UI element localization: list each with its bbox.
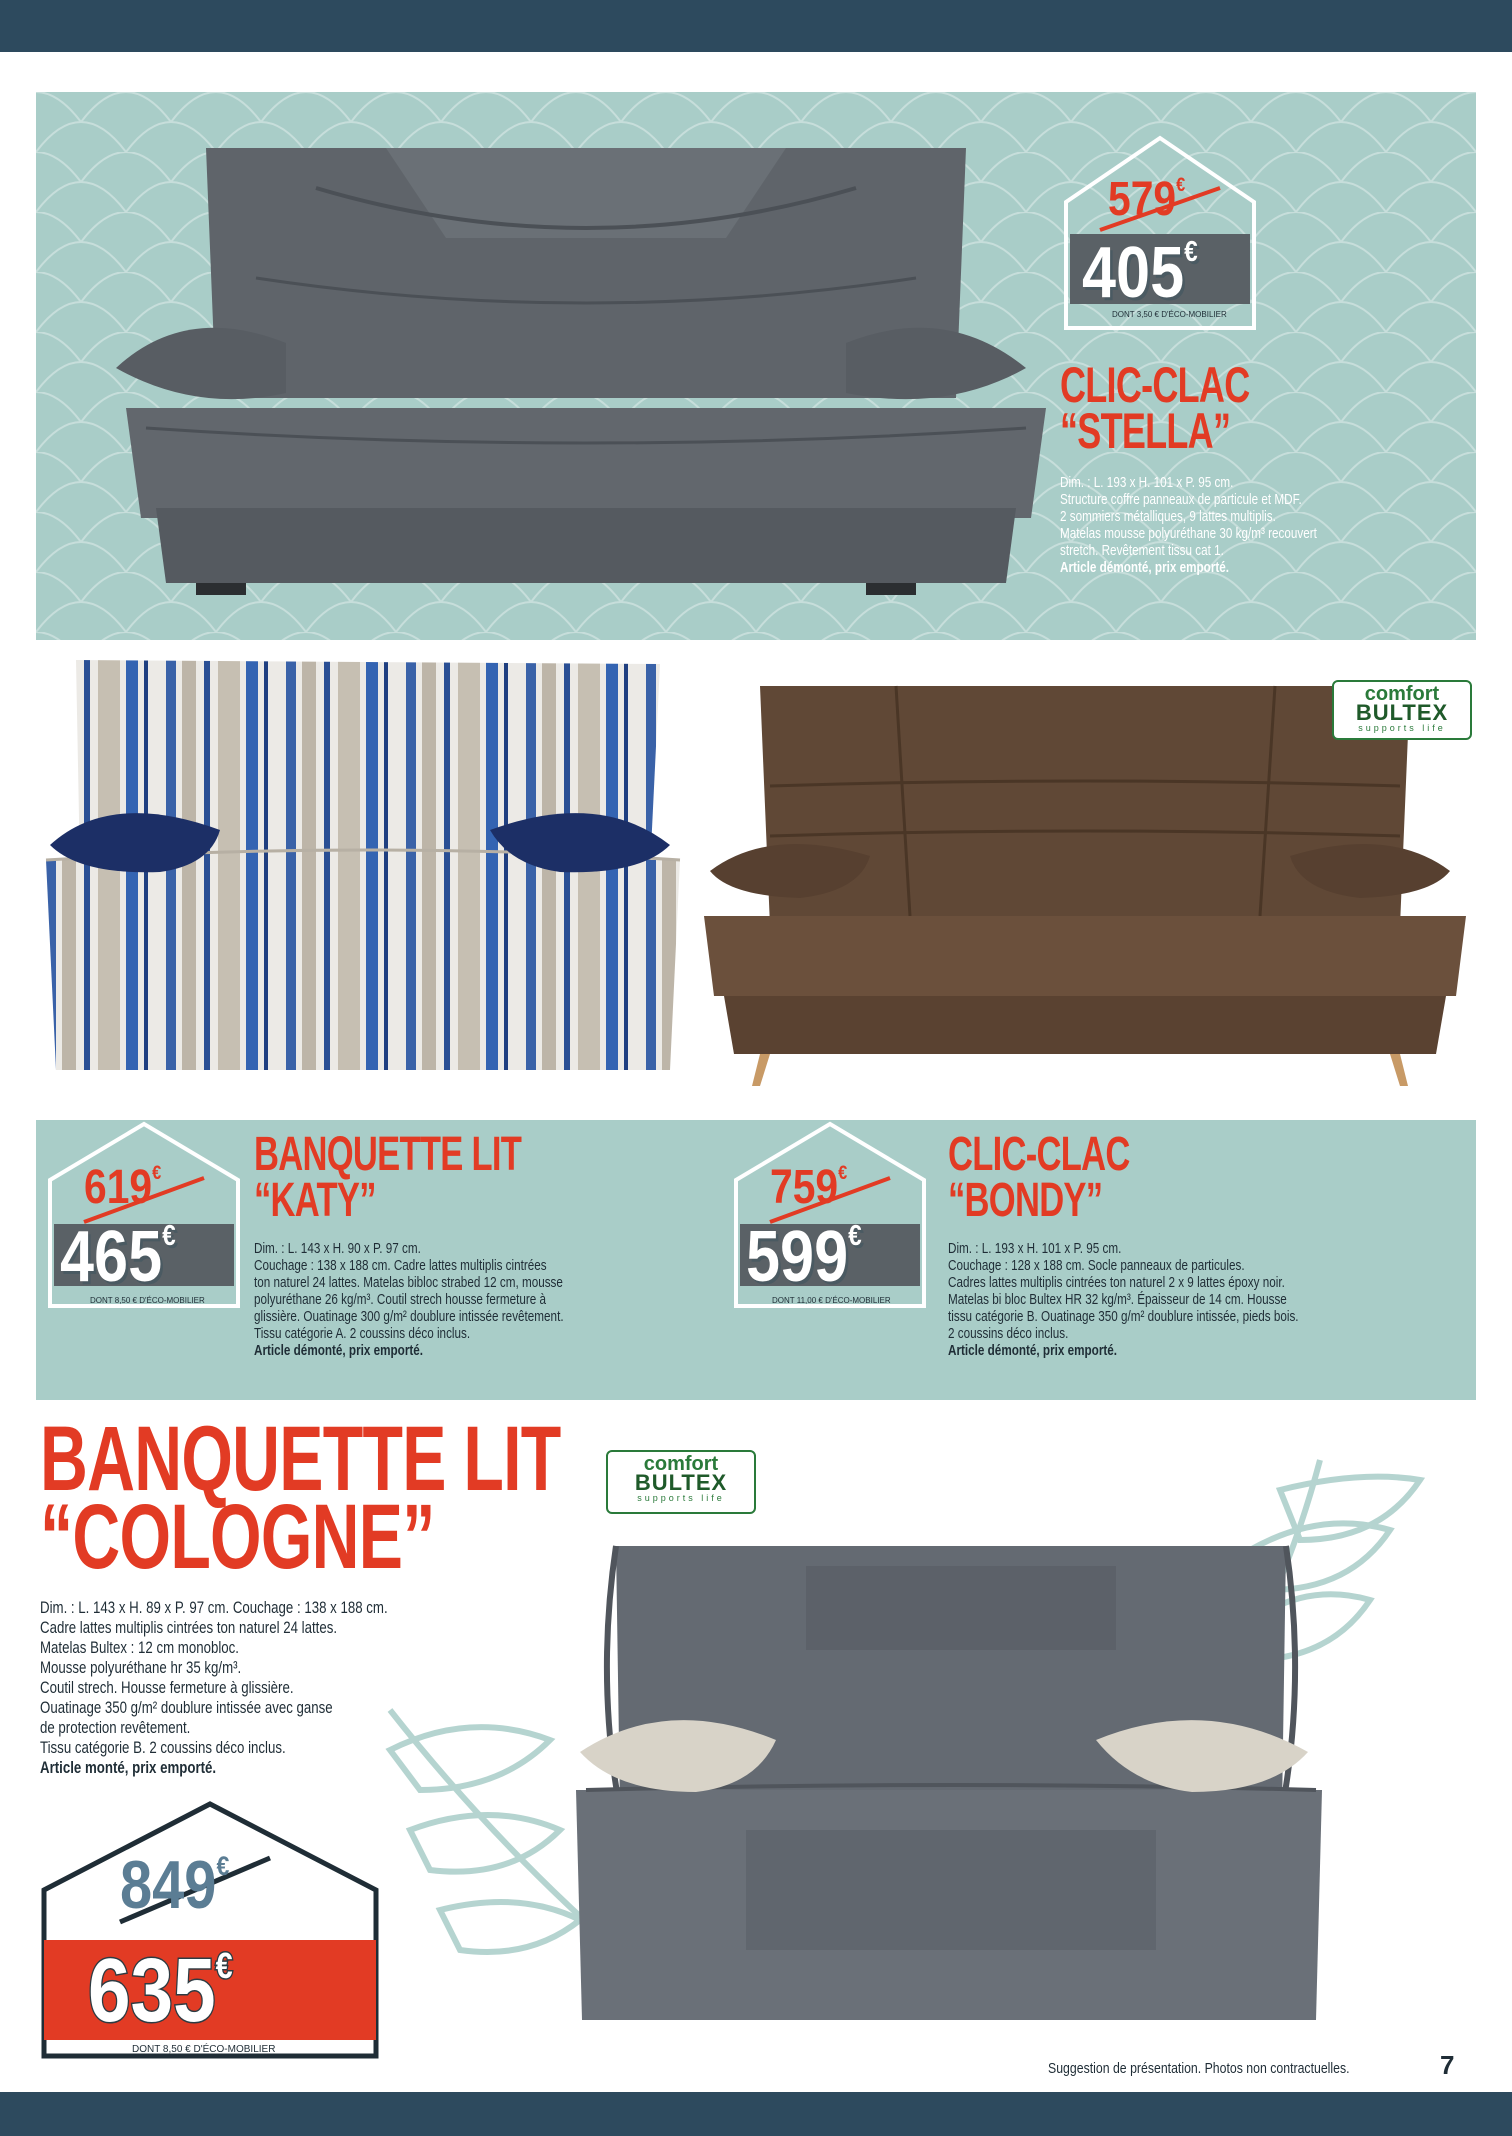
page-number: 7 bbox=[1440, 2050, 1455, 2080]
bondy-new-price: 599€ bbox=[746, 1217, 862, 1297]
cologne-eco-note: DONT 8,50 € D'ÉCO-MOBILIER bbox=[132, 2044, 276, 2055]
cologne-description: Dim. : L. 143 x H. 89 x P. 97 cm. Couchage : 138 x 188 cm. Cadre lattes multiplis cintrées ton naturel 24 lattes. Matelas Bultex : 12 cm monobloc. Mousse polyuréthane hr 35 kg/m³. Coutil strech. Housse fermeture à glissière. Ouatinage 350 g/m² doublure intissée avec ganse de protection revêtement. Tissu catégorie B. 2 coussins déco inclus. Article monté, prix emporté. bbox=[40, 1598, 388, 1777]
katy-title: BANQUETTE LIT “KATY” bbox=[254, 1128, 522, 1227]
katy-sofa-image bbox=[40, 660, 690, 1080]
bottom-band bbox=[0, 2092, 1512, 2136]
cologne-sofa-image bbox=[556, 1530, 1336, 2030]
stella-old-price: 579€ bbox=[1108, 173, 1186, 226]
katy-old-price: 619€ bbox=[84, 1161, 162, 1214]
katy-eco-note: DONT 8,50 € D'ÉCO-MOBILIER bbox=[90, 1296, 205, 1305]
katy-description: Dim. : L. 143 x H. 90 x P. 97 cm. Couchage : 138 x 188 cm. Cadre lattes multiplis cintrées ton naturel 24 lattes. Matelas bibloc strabed 12 cm, mousse polyuréthane 26 kg/m³. Coutil strech housse fermeture à glissière. Ouatinage 300 g/m² doublure intissée revêtement. Tissu catégorie A. 2 coussins déco inclus. Article démonté, prix emporté. bbox=[254, 1240, 564, 1359]
top-band bbox=[0, 0, 1512, 52]
stella-new-price: 405€ bbox=[1082, 233, 1198, 313]
cologne-title: BANQUETTE LIT “COLOGNE” bbox=[40, 1408, 561, 1588]
stella-title: CLIC-CLAC “STELLA” bbox=[1060, 357, 1250, 459]
stella-panel bbox=[36, 92, 1476, 640]
stella-eco-note: DONT 3,50 € D'ÉCO-MOBILIER bbox=[1112, 310, 1227, 319]
bondy-price-tag bbox=[730, 1120, 930, 1310]
bondy-title: CLIC-CLAC “BONDY” bbox=[948, 1128, 1130, 1227]
bultex-logo: comfort BULTEX supports life bbox=[1332, 680, 1472, 740]
bondy-description: Dim. : L. 193 x H. 101 x P. 95 cm. Couchage : 128 x 188 cm. Socle panneaux de particules. Cadres lattes multiplis cintrées ton naturel 2 x 9 lattes époxy noir. Matelas bi bloc Bultex HR 32 kg/m³. Épaisseur de 14 cm. Housse tissu catégorie B. Ouatinage 350 g/m² doublure intissée, pieds bois. 2 coussins déco inclus. Article démonté, prix emporté. bbox=[948, 1240, 1299, 1359]
footer-note: Suggestion de présentation. Photos non contractuelles. bbox=[1048, 2060, 1350, 2077]
cologne-price-tag bbox=[40, 1800, 380, 2060]
cologne-old-price: 849€ bbox=[120, 1847, 230, 1923]
bultex-logo: comfort BULTEX supports life bbox=[606, 1450, 756, 1514]
katy-price-tag bbox=[44, 1120, 244, 1310]
cologne-new-price: 635€ bbox=[88, 1941, 233, 2041]
katy-bondy-panel bbox=[36, 1120, 1476, 1400]
katy-new-price: 465€ bbox=[60, 1217, 176, 1297]
stella-sofa-image bbox=[86, 128, 1056, 598]
bondy-eco-note: DONT 11,00 € D'ÉCO-MOBILIER bbox=[772, 1296, 891, 1305]
bondy-old-price: 759€ bbox=[770, 1161, 848, 1214]
stella-description: Dim. : L. 193 x H. 101 x P. 95 cm. Structure coffre panneaux de particule et MDF. 2 sommiers métalliques, 9 lattes multiplis. Matelas mousse polyuréthane 30 kg/m³ recouvert stretch. Revêtement tissu cat 1. Article démonté, prix emporté. bbox=[1060, 474, 1317, 576]
stella-price-tag bbox=[1060, 132, 1260, 332]
